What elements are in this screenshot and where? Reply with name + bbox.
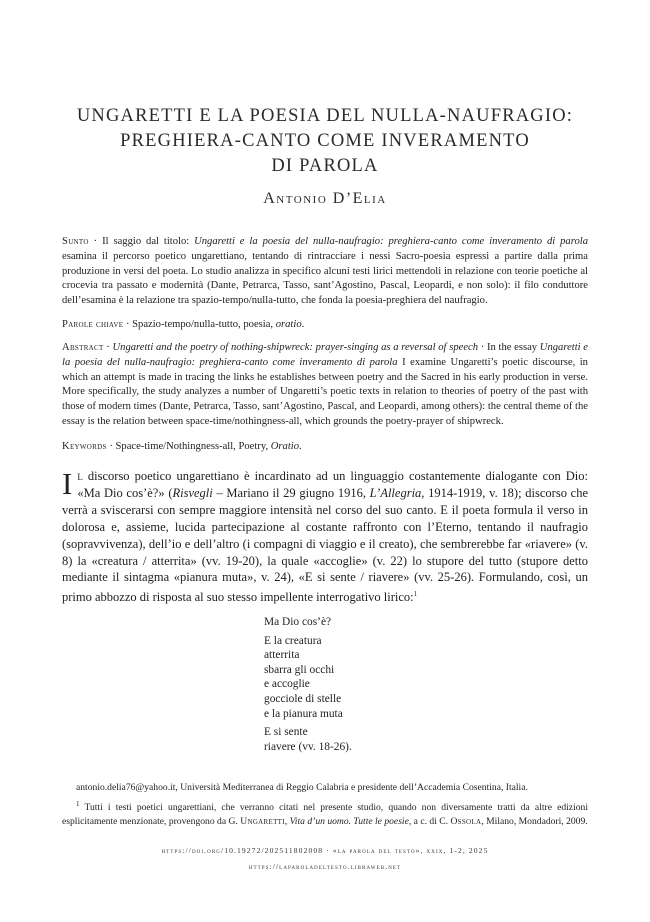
sunto-label: Sunto: [62, 236, 89, 247]
poem-line: Ma Dio cos’è?: [264, 616, 332, 628]
author-name: Antonio D’Elia: [263, 190, 387, 207]
parole-chiave-section: [62, 318, 588, 333]
poem-stanza-2: [264, 634, 464, 722]
journal-url-footer: https://laparoladeltesto.libraweb.net: [248, 862, 402, 871]
poem-line: e la pianura muta: [264, 707, 343, 720]
parole-chiave-text-1: Spazio-tempo/nulla-tutto, poesia,: [132, 319, 276, 330]
body-text-3: , 1914-1919, v. 18); discorso che verrà a sviscerarsi con sempre maggiore intensità nel corso del suo canto. E il poeta formula il verso in dolorosa e, assieme, lucida partecipazione al costante raffronto con l’Eterno, tentando il naufragio (sopravvivenza), dell’io e dell’altro (i compagni di viaggio e il creato), che sembrerebbe far «riavere» (v. 8) la «creatura / atterrita» (vv. 19-20), la quale «accoglie» (v. 22) lo stupore del tutto (stupore detto mediante il sintagma «pianura muta», v. 24), «E si sente / riavere» (vv. 25-26). Formulando, così, un primo abbozzo di risposta al suo stesso impellente interrogativo lirico:: [62, 485, 589, 605]
keywords-oratio: Oratio: [270, 441, 300, 452]
article-title: [62, 104, 588, 179]
title-line-2: PREGHIERA-CANTO COME INVERAMENTO: [120, 131, 530, 151]
poem-line: gocciole di stelle: [264, 692, 342, 705]
keywords-text-1: Space-time/Nothingness-all, Poetry,: [115, 441, 271, 452]
drop-cap: I: [62, 466, 73, 501]
title-line-3: DI PAROLA: [271, 156, 379, 176]
sunto-title-italic: Ungaretti e la poesia del nulla-naufragio: preghiera-canto come inveramento di parola: [194, 236, 588, 247]
body-text-2: – Mariano il 29 giugno 1916,: [212, 485, 370, 500]
footnote-text-2: ,: [284, 816, 290, 827]
abstract-title-english: Ungaretti and the poetry of nothing-shipwreck: prayer-singing as a reversal of speech: [112, 342, 479, 353]
footnote-text-3: , a c. di C.: [408, 816, 451, 827]
author-affiliation: antonio.delia76@yahoo.it, Università Mediterranea di Reggio Calabria e presidente dell’Accademia Cosentina, Italia.: [76, 782, 528, 793]
parole-chiave-text-3: .: [301, 319, 305, 330]
title-line-1: UNGARETTI E LA POESIA DEL NULLA-NAUFRAGIO:: [76, 106, 574, 126]
footnote-1: [62, 798, 588, 828]
body-source-allegria: L’Allegria: [369, 485, 422, 500]
sunto-text-2: esamina il percorso poetico ungarettiano, tentando di rintracciare i nessi Sacro-poesia espressi a partire dalla prima produzione in versi del poeta. Lo studio analizza in specifico alcuni testi lirici mettendoli in relazione con teorie poetiche al crocevia tra passato e modernità (Dante, Petrarca, Tasso, sant’Agostino, Pascal, Leopardi, e non solo): il filo conduttore dell’esamina è la relazione tra spazio-tempo/nulla-tutto, che fonda la poesia-preghiera del naufragio.: [62, 250, 588, 307]
keywords-section: [62, 440, 588, 455]
parole-chiave-label: Parole chiave: [62, 319, 124, 330]
footnote-reference: 1: [413, 590, 418, 599]
poem-line: E la creatura: [264, 634, 322, 647]
body-source-risvegli: Risvegli: [172, 485, 213, 500]
parole-chiave-separator: ·: [123, 319, 133, 330]
poem-quotation: [264, 615, 464, 758]
footnotes: [62, 781, 588, 828]
footnote-author-2: Ossola: [450, 816, 482, 827]
keywords-text-3: .: [299, 441, 302, 452]
poem-stanza-1: [264, 615, 464, 630]
footnote-number: 1: [76, 800, 80, 809]
poem-stanza-3: [264, 725, 464, 754]
parole-chiave-oratio: oratio: [275, 319, 302, 330]
abstract-text-2: I examine Ungaretti’s poetic discourse, in which an attempt is made in tracing the links he establishes between poetry and the Sacred in his early production in verse. More specifically, the study analyzes a number of Ungaretti’s poetic texts in relation to theories of poetry of the past with those of modern times (Dante, Petrarca, Tasso, sant’Agostino, Pascal, and Leopardi, among others): the central theme of the essay is the relation between space-time/nothingness-all, which grounds the poetry-prayer of shipwreck.: [62, 356, 588, 427]
poem-line: E si sente: [264, 726, 308, 739]
poem-line: sbarra gli occhi: [264, 663, 335, 676]
lead-in: l: [77, 469, 83, 483]
poem-line: riavere (vv. 18-26).: [264, 740, 352, 753]
poem-line: e accoglie: [264, 678, 310, 691]
sunto-section: [62, 235, 588, 309]
abstract-text-1: · In the essay: [478, 342, 540, 353]
poem-line: atterrita: [264, 649, 300, 662]
footnote-text-4: , Milano, Mondadori, 2009.: [481, 816, 588, 827]
footnote-text-1: Tutti i testi poetici ungarettiani, che verranno citati nel presente studio, quando non diversamente tratti da altre edizioni esplicitamente menzionate, provengono da G.: [62, 802, 588, 827]
keywords-separator: ·: [106, 441, 116, 452]
sunto-text-1: Il saggio dal titolo:: [102, 236, 195, 247]
keywords-label: Keywords: [62, 441, 107, 452]
abstract-title-italic: Ungaretti e la poesia del nulla-naufragio: preghiera-canto come inveramento di parola: [62, 342, 589, 368]
body-text-1: discorso poetico ungarettiano è incardinato ad un linguaggio costantemente dialogante con Dio: «Ma Dio cos’è?» (: [77, 469, 588, 500]
footnote-author-1: Ungaretti: [240, 816, 285, 827]
sunto-separator: ·: [88, 236, 103, 247]
body-paragraph: [62, 468, 588, 606]
abstract-section: [62, 341, 588, 430]
abstract-separator: ·: [103, 342, 113, 353]
footnote-work-title: Vita d’un uomo. Tutte le poesie: [289, 816, 409, 827]
doi-footer: https://doi.org/10.19272/202511802008 · «la parola del testo», xxix, 1-2, 2025: [161, 846, 489, 855]
abstract-label: Abstract: [62, 342, 104, 353]
